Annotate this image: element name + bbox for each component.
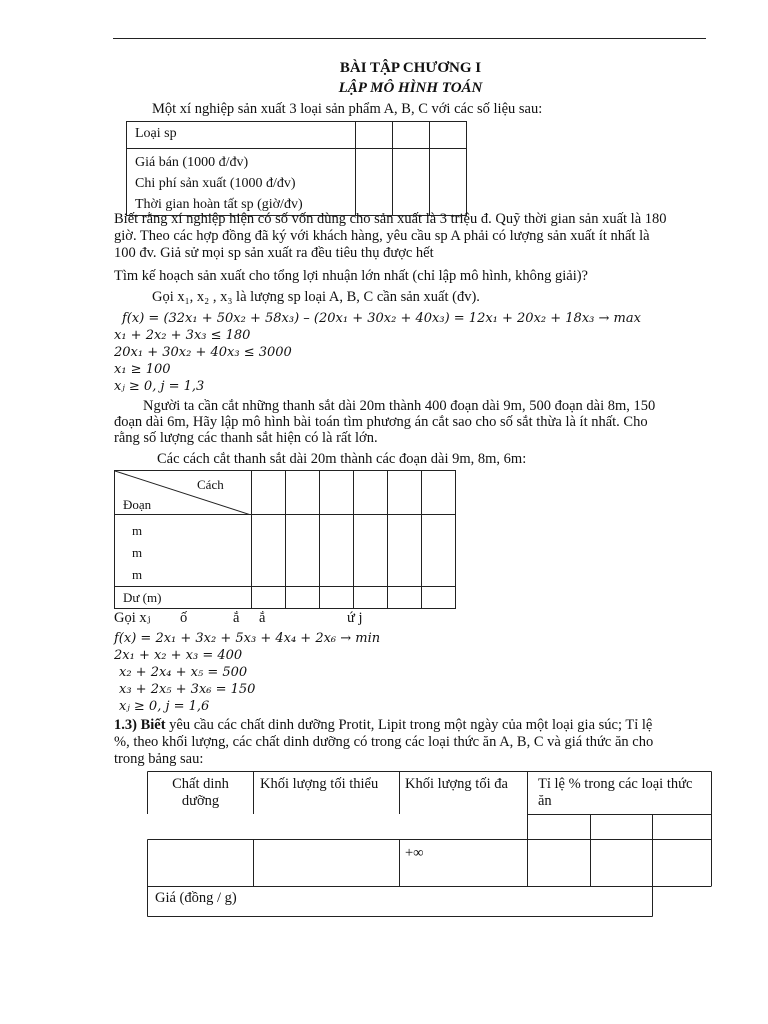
cutting-cell — [354, 587, 388, 609]
cutting-table-wrap — [114, 470, 458, 604]
cutting-cell — [388, 587, 422, 609]
p2-goi-2: ố — [180, 610, 188, 626]
p2-constraint-3: x₃ + 2x₅ + 3x₆ = 150 — [119, 682, 256, 697]
product-table-cell — [356, 149, 393, 216]
cutting-cell — [354, 471, 388, 515]
cutting-cell — [286, 471, 320, 515]
row-9m: m — [132, 523, 143, 538]
p2-caption: Các cách cắt thanh sắt dài 20m thành các đoạn dài 9m, 8m, 6m: — [157, 451, 527, 467]
p1-objective: f(x) = (32x₁ + 50x₂ + 58x₃) – (20x₁ + 30x₂ + 40x₃) = 12x₁ + 20x₂ + 18x₃ → max — [122, 311, 641, 326]
product-table-header: Loại sp — [127, 122, 356, 149]
product-table — [126, 121, 467, 216]
col-ratio-1: Tỉ lệ % trong các loại thức — [538, 776, 693, 792]
page-title: BÀI TẬP CHƯƠNG I — [339, 60, 482, 76]
p1-constraint-1: x₁ + 2x₂ + 3x₃ ≤ 180 — [114, 328, 251, 343]
cutting-cell — [320, 515, 354, 587]
p1-intro: Một xí nghiệp sản xuất 3 loại sản phẩm A, B, C với các số liệu sau: — [152, 101, 543, 117]
p1-text-1: Biết rằng xí nghiệp hiện có số vốn dùng cho sản xuất là 3 triệu đ. Quỹ thời gian sản xuất là 180 — [114, 211, 667, 227]
p1-constraint-2: 20x₁ + 30x₂ + 40x₃ ≤ 3000 — [114, 345, 292, 360]
cutting-rows — [115, 515, 252, 587]
col-nutrient-1: Chất dinh — [172, 776, 229, 792]
cutting-cell — [252, 587, 286, 609]
p2-constraint-1: 2x₁ + x₂ + x₃ = 400 — [114, 648, 243, 663]
p2-constraint-4: xⱼ ≥ 0, j = 1,6 — [119, 699, 210, 714]
product-table-cell — [393, 122, 430, 149]
p1-text-2: giờ. Theo các hợp đồng đã ký với khách hàng, yêu cầu sp A phải có lượng sản xuất ít nhất là — [114, 228, 650, 244]
p2-objective: f(x) = 2x₁ + 3x₂ + 5x₃ + 4x₄ + 2x₆ → min — [114, 631, 381, 646]
infinity-value: +∞ — [405, 845, 424, 861]
row-price: Giá bán (1000 đ/đv) — [135, 155, 249, 170]
p2-text-2: đoạn dài 6m, Hãy lập mô hình bài toán tìm phương án cắt sao cho số sắt thừa là ít nhất. Cho — [114, 414, 648, 430]
p1-constraint-4: xⱼ ≥ 0, j = 1,3 — [114, 379, 205, 394]
product-table-cell — [430, 149, 467, 216]
corner-method-label: Cách — [197, 477, 224, 492]
cutting-cell — [320, 471, 354, 515]
col-min-weight: Khối lượng tối thiểu — [260, 776, 379, 792]
p3-text-2: %, theo khối lượng, các chất dinh dưỡng có trong các loại thức ăn A, B, C và giá thức ăn cho — [114, 734, 654, 750]
cutting-table-corner — [115, 471, 252, 515]
cutting-cell — [422, 471, 456, 515]
p2-goi-4: ắ — [259, 610, 266, 626]
cutting-cell — [388, 471, 422, 515]
p2-goi-3: ắ — [233, 610, 240, 626]
p3-label: 1.3) Biết — [114, 717, 166, 733]
col-max-weight: Khối lượng tối đa — [405, 776, 508, 792]
cutting-cell — [252, 471, 286, 515]
p1-variables: Gọi x₁, x₂ , x₃ là lượng sp loại A, B, C cần sản xuất (đv). — [152, 289, 480, 305]
p3-text-1: yêu cầu các chất dinh dưỡng Protit, Lipit trong một ngày của một loại gia súc; Tỉ lệ — [165, 717, 653, 733]
cutting-cell — [354, 515, 388, 587]
row-time: Thời gian hoàn tất sp (giờ/đv) — [135, 197, 303, 212]
p2-constraint-2: x₂ + 2x₄ + x₅ = 500 — [119, 665, 248, 680]
cutting-cell — [422, 515, 456, 587]
cutting-cell — [388, 515, 422, 587]
row-remainder: Dư (m) — [115, 587, 252, 609]
product-table-rows — [127, 149, 356, 216]
product-table-cell — [393, 149, 430, 216]
p2-text-3: rằng số lượng các thanh sắt hiện có là rất lớn. — [114, 430, 378, 446]
row-6m: m — [132, 567, 143, 582]
cutting-cell — [422, 587, 456, 609]
p1-text-3: 100 đv. Giả sử mọi sp sản xuất ra đều tiêu thụ được hết — [114, 245, 434, 261]
p1-question: Tìm kế hoạch sản xuất cho tổng lợi nhuận lớn nhất (chỉ lập mô hình, không giải)? — [114, 268, 588, 284]
nutrition-table — [147, 771, 712, 917]
p2-goi-1: Gọi xⱼ — [114, 610, 151, 626]
page-subtitle: LẬP MÔ HÌNH TOÁN — [338, 80, 483, 96]
corner-segment-label: Đoạn — [123, 497, 152, 512]
col-nutrient-2: dưỡng — [181, 793, 220, 809]
p2-goi-5: ứ j — [347, 610, 363, 626]
row-8m: m — [132, 545, 143, 560]
p3-text-3: trong bảng sau: — [114, 751, 204, 767]
product-table-cell — [356, 122, 393, 149]
cutting-cell — [286, 515, 320, 587]
p2-text-1: Người ta cần cắt những thanh sắt dài 20m thành 400 đoạn dài 9m, 500 đoạn dài 8m, 150 — [143, 398, 656, 414]
cutting-cell — [252, 515, 286, 587]
row-cost: Chi phí sản xuất (1000 đ/đv) — [135, 176, 296, 191]
col-ratio-2: ăn — [538, 793, 552, 809]
header-rule — [113, 38, 706, 39]
p1-constraint-3: x₁ ≥ 100 — [114, 362, 171, 377]
cutting-cell — [286, 587, 320, 609]
cutting-table — [114, 470, 456, 609]
p3-line-1 — [114, 717, 652, 734]
product-table-cell — [430, 122, 467, 149]
price-label: Giá (đồng / g) — [155, 890, 237, 906]
cutting-cell — [320, 587, 354, 609]
